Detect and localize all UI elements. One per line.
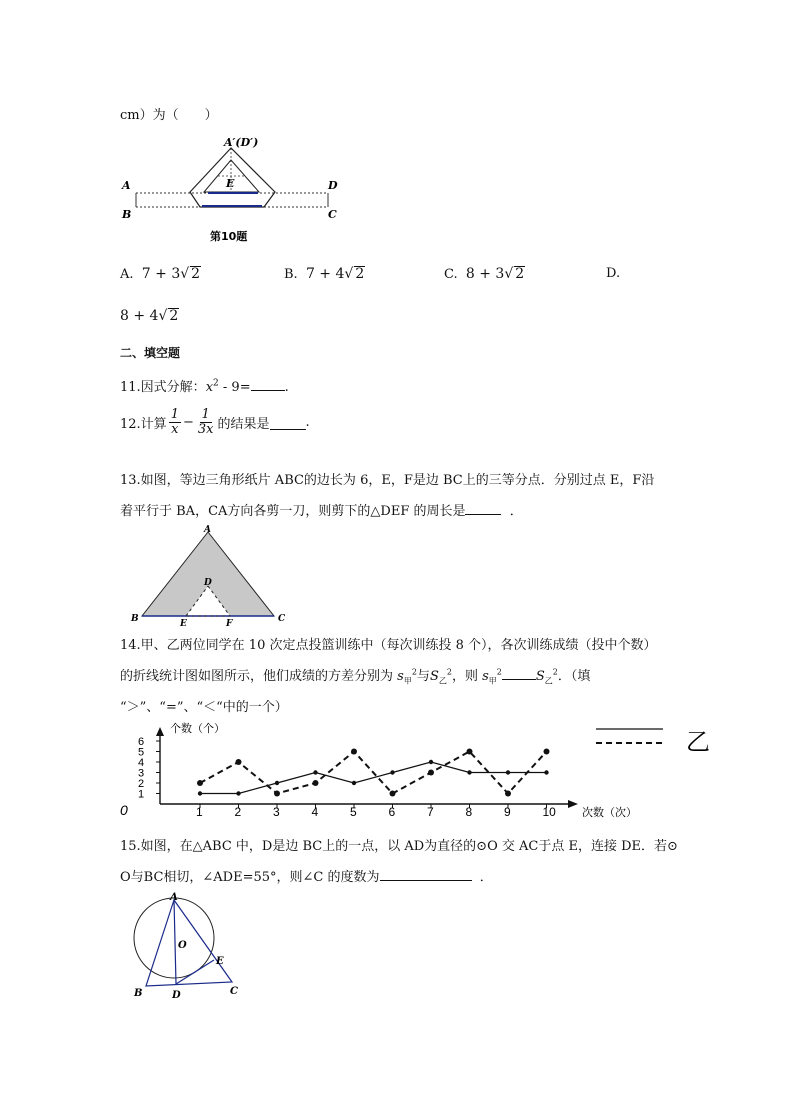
option-d-value: 8 + 4√ 2 <box>120 308 179 324</box>
label-e: E <box>216 956 224 967</box>
data-point <box>428 770 434 776</box>
label-d: D <box>204 578 212 588</box>
y-tick-label: 2 <box>138 778 145 790</box>
q14-line2: 的折线统计图如图所示，他们成绩的方差分别为 $s_甲^2$与$S_乙^2$，则 $s_甲^2$ $S_乙^2$．（填 <box>120 667 591 686</box>
x-tick-label: 7 <box>427 805 434 819</box>
x-tick-label: 8 <box>465 805 473 819</box>
x-tick-label: 4 <box>311 805 319 819</box>
figure-caption: 第10题 <box>210 230 248 243</box>
data-point <box>236 759 242 765</box>
data-point <box>198 791 202 795</box>
q13-line1: 13.如图，等边三角形纸片 ABC的边长为 6，E，F是边 BC上的三等分点．分别过点 E，F沿 <box>120 473 655 488</box>
q13-figure <box>128 524 294 628</box>
x-axis-arrow <box>568 800 578 808</box>
label-f: F <box>226 619 233 629</box>
data-point <box>544 749 550 755</box>
label-b: B <box>131 614 139 624</box>
q12: 12.计算 $\frac{1}{x}$ − $\frac{1}{3x}$ 的结果是 . <box>120 407 310 437</box>
label-c: C <box>328 208 337 221</box>
label-a: A <box>170 892 178 903</box>
q11: 11.因式分解：$x^2 - 9=$ . <box>120 378 289 395</box>
q14-line3: “＞”、“=”、“＜“中的一个） <box>120 700 288 715</box>
option-a: A. 7 + 3√ 2 <box>120 266 201 282</box>
q13-answer-blank[interactable] <box>465 514 501 515</box>
label-d: D <box>328 179 338 192</box>
legend-label-yi: 乙 <box>686 728 710 756</box>
label-b: B <box>134 988 143 999</box>
x-tick-label: 3 <box>273 805 280 819</box>
data-point <box>236 791 240 795</box>
x-tick-label: 1 <box>196 805 203 819</box>
label-c: C <box>230 986 238 997</box>
q15-answer-blank[interactable] <box>380 880 472 881</box>
data-point <box>505 791 511 797</box>
data-point <box>544 770 548 774</box>
data-point <box>313 770 317 774</box>
label-b: B <box>122 208 132 221</box>
y-axis-label: 个数（个） <box>170 722 225 735</box>
option-d-label: D. <box>606 266 621 281</box>
x-tick-label: 9 <box>504 805 511 819</box>
label-d: D <box>172 990 181 1001</box>
data-point <box>275 781 279 785</box>
data-point <box>506 770 510 774</box>
label-a-prime-d-prime: A′(D′) <box>224 136 259 149</box>
option-c: C. 8 + 3√ 2 <box>444 266 525 282</box>
q15-line1: 15.如图，在△ABC 中，D是边 BC上的一点，以 AD为直径的⊙O 交 AC于点 E，连接 DE．若⊙ <box>120 839 678 854</box>
x-tick-label: 5 <box>350 805 357 819</box>
q14-line-chart <box>118 722 718 822</box>
data-point <box>429 760 433 764</box>
y-tick-label: 3 <box>138 767 145 780</box>
data-point <box>390 791 396 797</box>
label-e: E <box>180 619 187 629</box>
data-point <box>467 770 471 774</box>
label-e: E <box>226 177 235 190</box>
section-title: 二、填空题 <box>120 346 181 360</box>
data-point <box>351 749 357 755</box>
q14-answer-blank[interactable] <box>502 679 536 680</box>
x-tick-label: 10 <box>542 805 556 819</box>
q14-line1: 14.甲、乙两位同学在 10 次定点投篮训练中（每次训练投 8 个），各次训练成绩（投中个数） <box>120 638 657 653</box>
q10-figure <box>118 134 358 246</box>
y-tick-label: 1 <box>138 788 145 801</box>
label-a: A <box>204 525 211 535</box>
q10-stem-tail: cm）为（ ） <box>120 108 218 123</box>
label-c: C <box>278 614 286 624</box>
q11-answer-blank[interactable] <box>251 390 285 391</box>
data-point <box>274 791 280 797</box>
q15-figure <box>130 892 250 1004</box>
data-point <box>352 781 356 785</box>
y-tick-label: 5 <box>138 746 145 759</box>
label-o: O <box>178 940 187 951</box>
origin-label: 0 <box>120 802 128 818</box>
x-tick-label: 2 <box>234 805 242 819</box>
x-tick-label: 6 <box>388 805 396 819</box>
option-b: B. 7 + 4√ 2 <box>284 266 365 282</box>
x-axis-label: 次数（次） <box>582 806 637 819</box>
data-point <box>467 749 473 755</box>
y-axis-arrow <box>156 727 164 736</box>
y-tick-label: 6 <box>138 736 145 748</box>
q13-line2: 着平行于 BA，CA方向各剪一刀，则剪下的△DEF 的周长是 ． <box>120 504 523 519</box>
data-point <box>197 780 203 786</box>
y-tick-label: 4 <box>138 757 145 769</box>
data-point <box>313 780 319 786</box>
q12-answer-blank[interactable] <box>270 415 306 430</box>
label-a: A <box>122 179 131 192</box>
data-point <box>390 770 394 774</box>
q15-line2: O与BC相切，∠ADE=55°，则∠C 的度数为 ． <box>120 870 493 885</box>
